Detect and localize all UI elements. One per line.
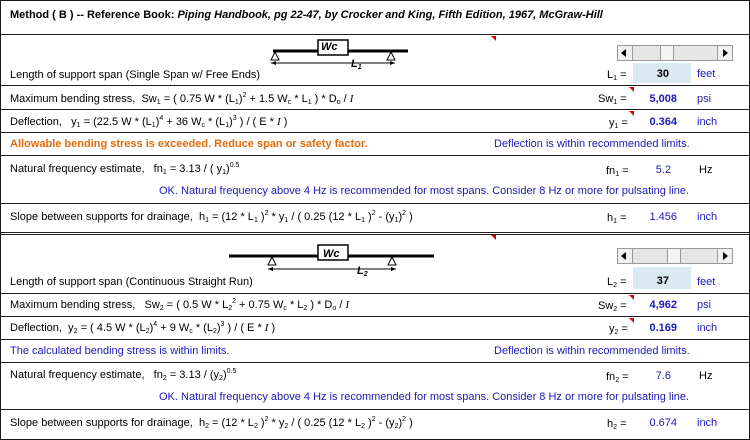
scroll-thumb[interactable]	[660, 46, 674, 60]
stress-unit: psi	[697, 299, 712, 311]
slope-unit: inch	[697, 211, 718, 223]
method-title-prefix: Method ( B ) -- Reference Book:	[10, 9, 175, 21]
divider	[1, 362, 749, 363]
scroll-left-button[interactable]	[618, 249, 633, 263]
divider	[1, 109, 749, 110]
frequency-value: 5.2	[655, 164, 671, 176]
divider	[1, 155, 749, 156]
deflection-status: Deflection is within recommended limits.	[494, 345, 690, 357]
slope-symbol: $h_2$ =	[607, 418, 627, 431]
divider	[1, 85, 749, 86]
frequency-symbol: $fn_2$ =	[606, 371, 629, 384]
arrow-left-icon	[621, 49, 626, 57]
slope-value: 1.456	[649, 211, 677, 223]
slope-value: 0.674	[649, 417, 677, 429]
comment-marker[interactable]	[629, 295, 634, 300]
divider	[1, 293, 749, 294]
deflection-status: Deflection is within recommended limits.	[494, 138, 690, 150]
divider	[1, 132, 749, 133]
method-reference-book: Piping Handbook, pg 22-47, by Crocker and King, Fifth Edition, 1967, McGraw-Hill	[177, 9, 603, 21]
scroll-right-button[interactable]	[717, 46, 732, 60]
span-symbol: $L_2$ =	[607, 276, 627, 289]
divider	[1, 203, 749, 204]
deflection-symbol: $y_2$ =	[609, 323, 628, 336]
stress-symbol: $Sw_2$ =	[598, 300, 627, 313]
scroll-thumb[interactable]	[667, 249, 681, 263]
stress-symbol: $Sw_1$ =	[598, 93, 627, 106]
span-value[interactable]: 37	[656, 275, 669, 287]
load-label: Wc	[323, 248, 340, 260]
divider	[1, 409, 749, 410]
comment-marker[interactable]	[629, 318, 634, 323]
frequency-formula: Natural frequency estimate, $fn_1 = 3.13$ / ( $y_1)^{0.5}$	[10, 162, 240, 176]
slope-unit: inch	[697, 417, 718, 429]
section-divider	[1, 232, 749, 235]
deflection-unit: inch	[697, 322, 718, 334]
frequency-note: OK. Natural frequency above 4 Hz is recommended for most spans. Consider 8 Hz or more for pulsating line.	[159, 185, 690, 197]
span-label: Length of support span (Single Span w/ Free Ends)	[10, 69, 261, 81]
stress-value: 5,008	[649, 93, 677, 105]
stress-value: 4,962	[649, 299, 677, 311]
span-symbol: $L_1$ =	[607, 69, 627, 82]
frequency-value: 7.6	[655, 370, 671, 382]
length-label: $L_2$	[357, 265, 368, 278]
divider	[1, 34, 749, 35]
comment-marker[interactable]	[629, 87, 634, 92]
length-label: $L_1$	[351, 58, 362, 71]
span-unit: feet	[697, 68, 716, 80]
stress-formula: Maximum bending stress, $Sw_1$ = ( 0.75 $W * (L_1)^2 + 1.5$ $W_c * L_1$ ) * $D_o$ / I	[10, 92, 354, 106]
span-value[interactable]: 30	[656, 68, 669, 80]
span-length-scrollbar[interactable]	[617, 248, 733, 264]
span-length-scrollbar[interactable]	[617, 45, 733, 61]
frequency-unit: Hz	[699, 370, 713, 382]
stress-unit: psi	[697, 93, 712, 105]
deflection-symbol: $y_1$ =	[609, 117, 628, 130]
comment-marker[interactable]	[491, 36, 496, 41]
stress-formula: Maximum bending stress, $Sw_2$ = ( 0.5 $W * L_2^2 + 0.75$ $W_c * L_2$ ) * $D_o$ / I	[10, 298, 350, 312]
stress-warning: Allowable bending stress is exceeded. Reduce span or safety factor.	[10, 138, 368, 150]
arrow-right-icon	[723, 49, 728, 57]
slope-formula: Slope between supports for drainage, $h_2 = (12 * L_2$ )$^2 * y_2$ / ( 0.25 ($12 * L_2$ )$^2 - (y_2)^2$ )	[10, 416, 413, 430]
method-title	[10, 9, 603, 21]
stress-status: The calculated bending stress is within limits.	[10, 345, 230, 357]
arrow-right-icon	[723, 252, 728, 260]
deflection-formula: Deflection, $y_1 = (22.5$ $W * (L_1)^4 + 36$ $W_c * (L_1)^3$ ) / ( E * I )	[10, 115, 288, 129]
arrow-left-icon	[621, 252, 626, 260]
slope-symbol: $h_1$ =	[607, 212, 627, 225]
scroll-left-button[interactable]	[618, 46, 633, 60]
frequency-symbol: $fn_1$ =	[606, 165, 629, 178]
slope-formula: Slope between supports for drainage, $h_1 = (12 * L_1$ )$^2 * y_1$ / ( 0.25 ($12 * L_1$ )$^2 - (y_1)^2$ )	[10, 210, 413, 224]
deflection-value: 0.364	[649, 116, 677, 128]
load-label: Wc	[321, 41, 338, 53]
frequency-formula: Natural frequency estimate, $fn_2 = 3.13 / (y_2)^{0.5}$	[10, 368, 237, 382]
comment-marker[interactable]	[491, 235, 496, 240]
divider	[1, 316, 749, 317]
deflection-formula: Deflection, $y_2$ = ( 4.5 $W * (L_2)^4 + 9$ $W_c * (L_2)^3$ ) / ( E * I )	[10, 321, 276, 335]
deflection-unit: inch	[697, 116, 718, 128]
frequency-unit: Hz	[699, 164, 713, 176]
span-label: Length of support span (Continuous Straight Run)	[10, 276, 253, 288]
span-unit: feet	[697, 276, 716, 288]
single-span-beam-diagram	[263, 38, 413, 70]
deflection-value: 0.169	[649, 322, 677, 334]
frequency-note: OK. Natural frequency above 4 Hz is recommended for most spans. Consider 8 Hz or more for pulsating line.	[159, 391, 690, 403]
scroll-right-button[interactable]	[717, 249, 732, 263]
comment-marker[interactable]	[629, 111, 634, 116]
divider	[1, 339, 749, 340]
